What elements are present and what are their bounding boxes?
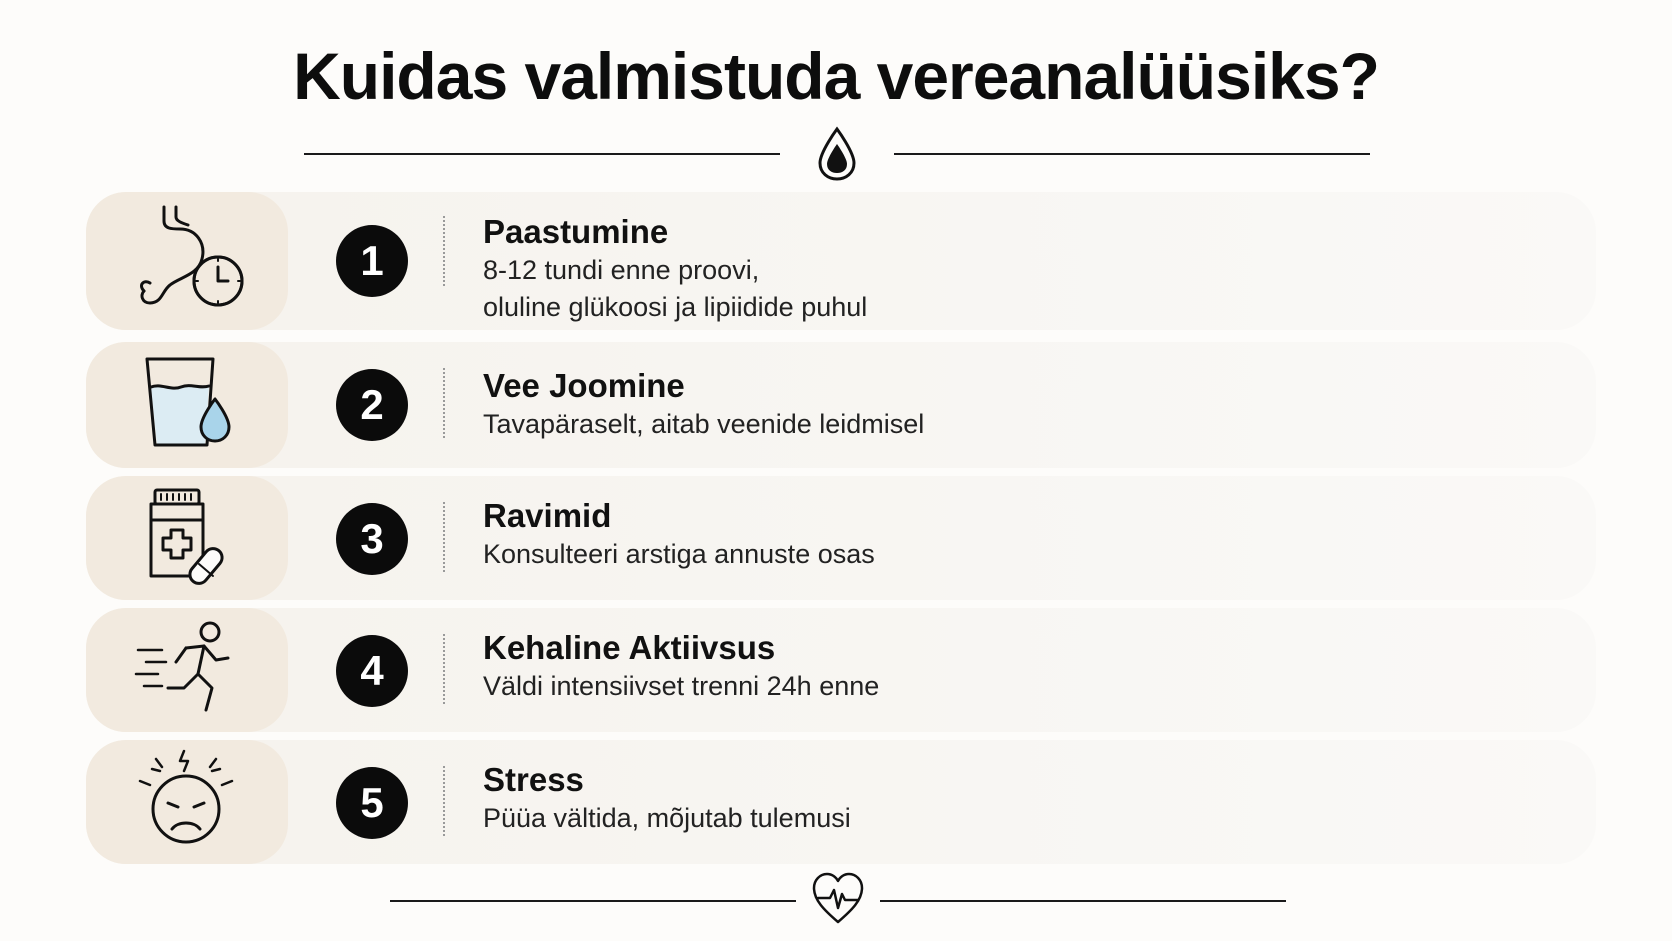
step-number-badge: 3 — [336, 503, 408, 575]
medicine-bottle-icon — [137, 486, 237, 591]
step-number-badge: 5 — [336, 767, 408, 839]
step-title: Stress — [483, 761, 584, 798]
separator — [443, 502, 445, 572]
step-text — [483, 496, 875, 573]
divider-line-left — [304, 153, 780, 155]
step-description: Tavapäraselt, aitab veenide leidmisel — [483, 409, 925, 439]
divider-line-right — [880, 900, 1286, 902]
icon-tile — [86, 476, 288, 600]
icon-tile — [86, 342, 288, 468]
separator — [443, 634, 445, 704]
icon-tile — [86, 740, 288, 864]
step-title: Kehaline Aktiivsus — [483, 629, 776, 666]
step-description: Konsulteeri arstiga annuste osas — [483, 539, 875, 569]
divider-line-right — [894, 153, 1370, 155]
step-description: 8-12 tundi enne proovi, — [483, 255, 760, 285]
step-row-2 — [86, 342, 1596, 468]
step-description: oluline glükoosi ja lipiidide puhul — [483, 292, 868, 322]
divider-line-left — [390, 900, 796, 902]
bottom-divider — [0, 870, 1672, 930]
separator — [443, 766, 445, 836]
separator — [443, 216, 445, 286]
separator — [443, 368, 445, 438]
page-title: Kuidas valmistuda vereanalüüsiks? — [293, 39, 1379, 113]
step-text — [483, 366, 924, 443]
step-description: Püüa vältida, mõjutab tulemusi — [483, 803, 851, 833]
water-glass-icon — [137, 353, 237, 458]
blood-drop-icon — [816, 126, 858, 187]
step-title: Paastumine — [483, 213, 669, 250]
stomach-clock-icon — [122, 199, 252, 324]
step-title: Ravimid — [483, 497, 612, 534]
step-row-5 — [86, 740, 1596, 864]
step-number-badge: 1 — [336, 225, 408, 297]
step-row-4 — [86, 608, 1596, 732]
step-title: Vee Joomine — [483, 367, 685, 404]
step-number-badge: 4 — [336, 635, 408, 707]
step-row-1 — [86, 192, 1596, 330]
step-text — [483, 212, 867, 326]
step-row-3 — [86, 476, 1596, 600]
stressed-face-icon — [132, 745, 242, 860]
top-divider — [0, 126, 1672, 182]
step-text — [483, 628, 879, 705]
step-number-badge: 2 — [336, 369, 408, 441]
icon-tile — [86, 192, 288, 330]
heart-pulse-icon — [810, 870, 866, 931]
icon-tile — [86, 608, 288, 732]
running-person-icon — [132, 618, 242, 723]
step-text — [483, 760, 851, 837]
step-description: Väldi intensiivset trenni 24h enne — [483, 671, 880, 701]
